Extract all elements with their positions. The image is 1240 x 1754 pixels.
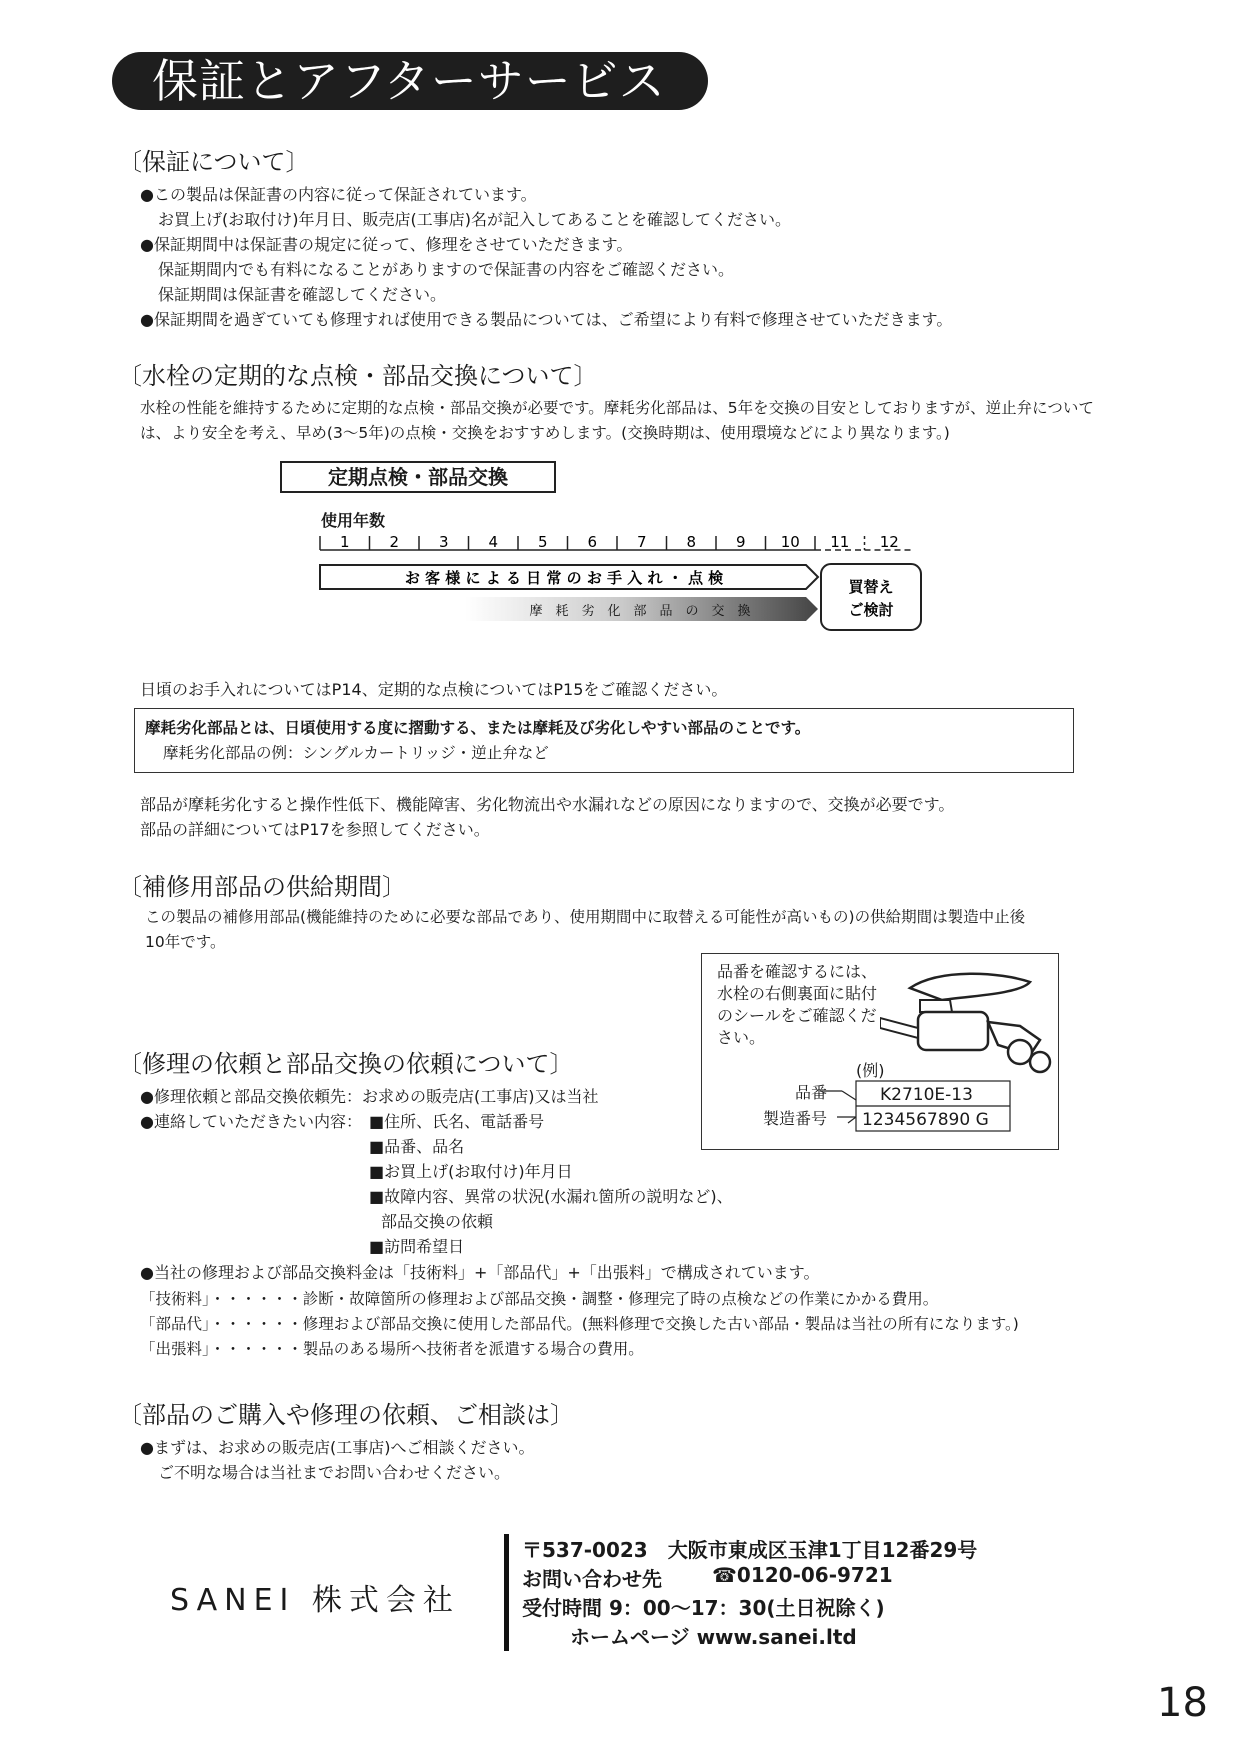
repair-item: ■住所、氏名、電話番号 [369, 1112, 545, 1131]
maintenance-schedule-diagram [310, 527, 930, 637]
supply-text: 10年です。 [145, 933, 226, 951]
year-label: 3 [438, 533, 449, 551]
year-label: 2 [389, 533, 400, 551]
year-label: 6 [587, 533, 598, 551]
fee-intro: ●当社の修理および部品交換料金は「技術料」+「部品代」+「出張料」で構成されています。 [140, 1263, 820, 1282]
definition-text: 摩耗劣化部品とは、日頃使用する度に摺動する、または摩耗及び劣化しやすい部品のことです。 [145, 719, 811, 737]
serial-no-value: 1234567890 G [862, 1110, 989, 1130]
consult-line: ●まずは、お求めの販売店(工事店)へご相談ください。 [140, 1438, 535, 1457]
part-no-value: K2710E-13 [880, 1085, 973, 1105]
year-label: 5 [537, 533, 548, 551]
year-label: 10 [780, 533, 800, 551]
warranty-line: お買上げ(お取付け)年月日、販売店(工事店)名が記入してあることを確認してください。 [158, 210, 791, 229]
inspection-intro: は、より安全を考え、早め(3〜5年)の点検・交換をおすすめします。(交換時期は、使用環境などにより異なります。) [140, 424, 950, 442]
definition-example: 摩耗劣化部品の例：シングルカートリッジ・逆止弁など [163, 744, 549, 762]
serial-no-label: 製造番号 [763, 1109, 828, 1128]
supply-heading: 〔補修用部品の供給期間〕 [118, 873, 406, 901]
warranty-heading: 〔保証について〕 [118, 148, 310, 176]
year-label: 11 [830, 533, 850, 551]
year-label: 12 [879, 533, 899, 551]
warranty-line: ●この製品は保証書の内容に従って保証されています。 [140, 185, 537, 204]
repair-item: ■お買上げ(お取付け)年月日 [369, 1162, 573, 1181]
repair-item: ■訪問希望日 [369, 1237, 465, 1256]
years-label: 使用年数 [321, 511, 386, 530]
warranty-line: 保証期間内でも有料になることがありますので保証書の内容をご確認ください。 [158, 260, 735, 279]
years-scale [320, 533, 914, 551]
part-info-text: 品番を確認するには、 [717, 962, 878, 981]
repair-contact-dest: ●修理依頼と部品交換依頼先：お求めの販売店(工事店)又は当社 [140, 1087, 599, 1106]
replace-consider-box [821, 564, 921, 630]
part-info-text: 水栓の右側裏面に貼付 [717, 984, 878, 1003]
part-no-label: 品番 [795, 1083, 828, 1102]
repair-heading: 〔修理の依頼と部品交換の依頼について〕 [118, 1050, 574, 1078]
replace-consider-label: ご検討 [848, 601, 894, 619]
fee-line: 「部品代」・・・・・・修理および部品交換に使用した部品代。(無料修理で交換した古い部品・製品は当社の所有になります。) [140, 1315, 1019, 1333]
care-reference: 日頃のお手入れについてはP14、定期的な点検についてはP15をご確認ください。 [140, 680, 728, 699]
faucet-illustration [880, 960, 1055, 1085]
footer-divider [504, 1534, 509, 1651]
page-number: 18 [1157, 1680, 1208, 1726]
warranty-line: ●保証期間中は保証書の規定に従って、修理をさせていただきます。 [140, 235, 633, 254]
page-title: 保証とアフターサービス [112, 52, 708, 110]
part-info-text: さい。 [717, 1028, 766, 1047]
parts-note: 部品の詳細についてはP17を参照してください。 [140, 820, 490, 839]
inspection-intro: 水栓の性能を維持するために定期的な点検・部品交換が必要です。摩耗劣化部品は、5年を交換の目安としておりますが、逆止弁について [140, 399, 1094, 417]
company-name: SANEI 株式会社 [170, 1583, 460, 1618]
year-label: 1 [339, 533, 350, 551]
replace-consider-label: 買替え [848, 578, 894, 596]
warranty-line: ●保証期間を過ぎていても修理すれば使用できる製品については、ご希望により有料で修理させていただきます。 [140, 310, 953, 329]
consult-heading: 〔部品のご購入や修理の依頼、ご相談は〕 [118, 1401, 574, 1429]
fee-line: 「出張料」・・・・・・製品のある場所へ技術者を派遣する場合の費用。 [140, 1340, 644, 1358]
repair-items-label: ●連絡していただきたい内容： [140, 1112, 362, 1131]
warranty-line: 保証期間は保証書を確認してください。 [158, 285, 447, 304]
company-address: 〒537-0023 大阪市東成区玉津1丁目12番29号 [522, 1538, 978, 1562]
business-hours: 受付時間 9：00〜17：30(土日祝除く) [522, 1596, 885, 1620]
example-label: (例) [856, 1061, 885, 1080]
year-label: 7 [636, 533, 647, 551]
year-label: 4 [488, 533, 499, 551]
repair-item: ■品番、品名 [369, 1137, 465, 1156]
repair-item: ■故障内容、異常の状況(水漏れ箇所の説明など)、 [369, 1187, 733, 1206]
schedule-title: 定期点検・部品交換 [280, 461, 556, 493]
part-info-text: のシールをご確認くだ [717, 1006, 877, 1025]
repair-item: 部品交換の依頼 [381, 1212, 494, 1231]
supply-text: この製品の補修用部品(機能維持のために必要な部品であり、使用期間中に取替える可能性が高いもの)の供給期間は製造中止後 [145, 908, 1026, 926]
fee-line: 「技術料」・・・・・・診断・故障箇所の修理および部品交換・調整・修理完了時の点検などの作業にかかる費用。 [140, 1290, 939, 1308]
daily-care-label: お 客 様 に よ る 日 常 の お 手 入 れ ・ 点 検 [404, 569, 724, 587]
homepage-link[interactable]: ホームページ www.sanei.ltd [570, 1625, 857, 1649]
consult-line: ご不明な場合は当社までお問い合わせください。 [158, 1463, 511, 1482]
contact-label: お問い合わせ先 [522, 1567, 662, 1591]
year-label: 8 [686, 533, 697, 551]
parts-replace-label: 摩 耗 劣 化 部 品 の 交 換 [529, 604, 751, 619]
inspection-heading: 〔水栓の定期的な点検・部品交換について〕 [118, 362, 598, 390]
parts-note: 部品が摩耗劣化すると操作性低下、機能障害、劣化物流出や水漏れなどの原因になりますので、交換が必要です。 [140, 795, 955, 814]
phone-number: ☎0120-06-9721 [712, 1563, 893, 1587]
year-label: 9 [735, 533, 746, 551]
